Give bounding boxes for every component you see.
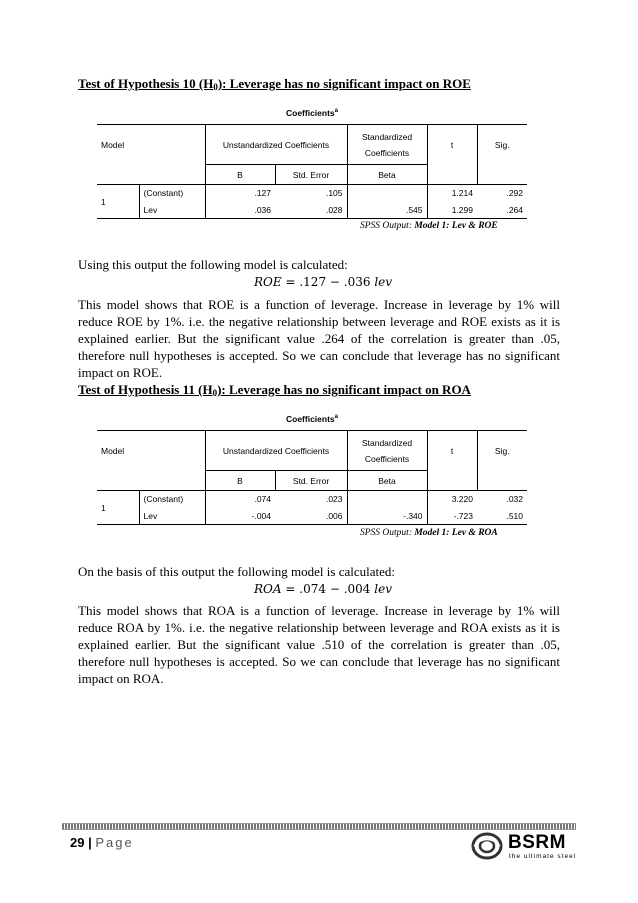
cell-se: .006 <box>275 508 347 525</box>
header-std-error: Std. Error <box>275 165 347 185</box>
table-title: Coefficients$^a$ <box>286 108 338 118</box>
heading-text: Test of Hypothesis 10 (H <box>78 76 214 91</box>
cell-beta: -.340 <box>347 508 427 525</box>
model-intro-roe: Using this output the following model is calculated: <box>78 257 348 272</box>
cell-beta: .545 <box>347 202 427 219</box>
heading-subscript: 0 <box>213 82 218 92</box>
cell-b: .036 <box>205 202 275 219</box>
coefficients-table-roe <box>97 108 527 219</box>
header-beta: Beta <box>347 471 427 491</box>
header-sig: Sig. <box>477 125 527 165</box>
cell-sig: .292 <box>506 188 523 199</box>
row-label: (Constant) <box>143 188 184 199</box>
cell-b: -.004 <box>205 508 275 525</box>
hypothesis-11-heading <box>78 382 471 398</box>
header-unstandardized: Unstandardized Coefficients <box>205 431 347 471</box>
spss-caption-roa: SPSS Output: Model 1: Lev & ROA <box>360 528 498 538</box>
footer-divider <box>62 823 576 830</box>
equation-roa: ROA = .074 − .004 lev <box>254 582 392 596</box>
table-row <box>97 491 527 508</box>
table-row <box>97 508 527 525</box>
equation-roe: ROE = .127 − .036 lev <box>254 275 393 289</box>
hypothesis-10-heading <box>78 76 471 92</box>
header-standardized: Standardized Coefficients <box>347 431 427 471</box>
heading-subscript: 0 <box>212 388 218 398</box>
logo-wordmark: BSRM <box>508 832 566 853</box>
header-model: Model <box>97 125 205 165</box>
cell-t: -.723 <box>427 508 477 525</box>
cell-sig: .264 <box>477 202 527 219</box>
header-unstandardized: Unstandardized Coefficients <box>205 125 347 165</box>
heading-text: ): Leverage has no significant impact on ROA <box>217 382 471 397</box>
cell-se: .023 <box>325 494 343 505</box>
cell-t: 1.299 <box>427 202 477 219</box>
header-model: Model <box>97 431 205 471</box>
cell-sig: .032 <box>506 494 523 505</box>
row-label: Lev <box>139 202 205 219</box>
cell-sig: .510 <box>477 508 527 525</box>
heading-text: Test of Hypothesis 11 (H <box>78 382 213 397</box>
coefficients-table-roa <box>97 414 527 525</box>
cell-t: 3.220 <box>451 494 473 505</box>
model-number: 1 <box>97 185 139 219</box>
header-beta: Beta <box>347 165 427 185</box>
header-std-error: Std. Error <box>275 471 347 491</box>
cell-se: .028 <box>275 202 347 219</box>
logo-tagline: the ultimate steel <box>509 853 577 860</box>
page-number: 29 | Page <box>70 835 134 850</box>
cell-b: .074 <box>205 491 275 508</box>
explanation-roe: This model shows that ROE is a function of leverage. Increase in leverage by 1% will reduce ROE by 1%. i.e. the negative relationship between leverage and ROE exists as it is explained earlier. But the significant value .264 of the correlation is greater than .05, therefore null hypotheses is accepted. So we can conclude that leverage has no significant impact on ROE. <box>78 297 560 380</box>
table-title: Coefficients$^a$ <box>286 414 338 424</box>
model-number: 1 <box>97 491 139 525</box>
bsrm-emblem-icon <box>470 831 504 861</box>
header-standardized: Standardized Coefficients <box>347 125 427 165</box>
model-intro-roa: On the basis of this output the following model is calculated: <box>78 564 396 579</box>
cell-se: .105 <box>325 188 343 199</box>
header-b: B <box>205 165 275 185</box>
cell-t: 1.214 <box>451 188 473 199</box>
cell-b: .127 <box>205 185 275 202</box>
header-b: B <box>205 471 275 491</box>
table-row <box>97 202 527 219</box>
table-row <box>97 185 527 202</box>
cell-beta <box>347 491 427 508</box>
header-t: t <box>427 125 477 165</box>
header-t: t <box>427 431 477 471</box>
row-label: Lev <box>139 508 205 525</box>
heading-text: ): Leverage has no significant impact on ROE <box>217 76 471 91</box>
cell-beta <box>347 185 427 202</box>
row-label: (Constant) <box>143 494 184 505</box>
explanation-roa: This model shows that ROA is a function of leverage. Increase in leverage by 1% will reduce ROA by 1%. i.e. the negative relationship between leverage and ROA exists as it is explained earlier. But the significant value .510 of the correlation is greater than .05, therefore null hypotheses is accepted. So we can conclude that leverage has no significant impact on ROA. <box>78 603 560 686</box>
header-sig: Sig. <box>477 431 527 471</box>
bsrm-logo <box>470 830 580 862</box>
spss-caption-roe: SPSS Output: Model 1: Lev & ROE <box>360 221 498 231</box>
